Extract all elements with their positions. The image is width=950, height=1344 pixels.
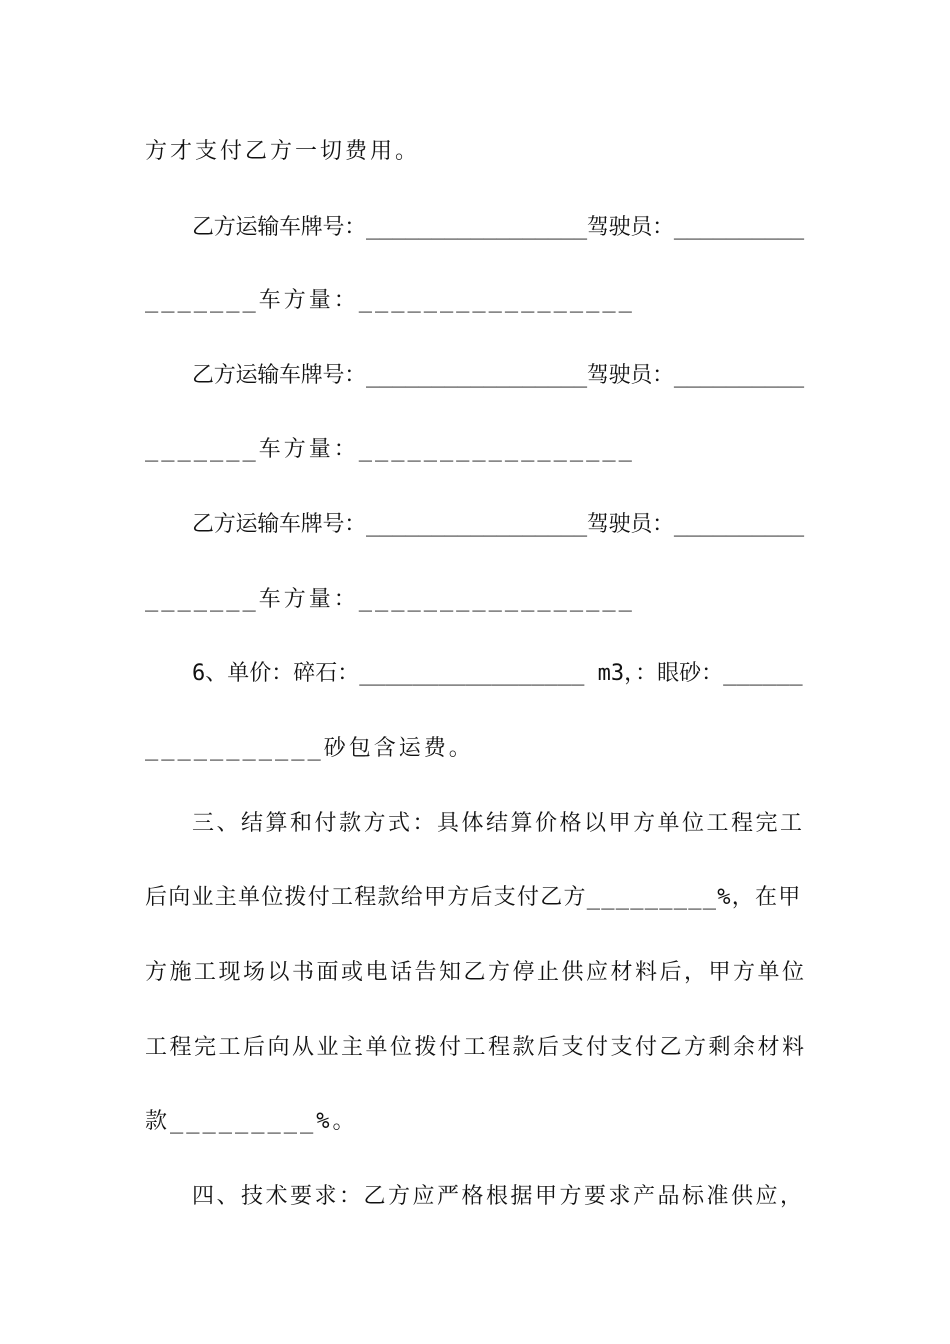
text-line-15: 四、技术要求：乙方应严格根据甲方要求产品标准供应，	[192, 1184, 805, 1209]
text-line-9: ___________砂包含运费。	[145, 736, 474, 761]
text-line-4: 乙方运输车牌号：_________________驾驶员：__________	[192, 363, 804, 388]
text-line-11: 后向业主单位拨付工程款给甲方后支付乙方_________%，在甲	[145, 885, 802, 910]
text-line-12: 方施工现场以书面或电话告知乙方停止供应材料后，甲方单位	[145, 960, 807, 985]
text-line-2: 乙方运输车牌号：_________________驾驶员：__________	[192, 215, 804, 240]
text-line-10: 三、结算和付款方式：具体结算价格以甲方单位工程完工	[192, 811, 805, 836]
text-line-3: _______车方量：_________________	[145, 288, 635, 313]
text-line-14: 款_________%。	[145, 1109, 358, 1134]
text-line-6: 乙方运输车牌号：_________________驾驶员：__________	[192, 512, 804, 537]
text-line-7: _______车方量：_________________	[145, 587, 635, 612]
text-line-1: 方才支付乙方一切费用。	[145, 139, 421, 164]
text-line-8: 6、单价：碎石：_________________ m3，：眼砂：______	[192, 661, 803, 686]
text-line-5: _______车方量：_________________	[145, 437, 635, 462]
text-line-13: 工程完工后向从业主单位拨付工程款后支付支付乙方剩余材料	[145, 1035, 807, 1060]
